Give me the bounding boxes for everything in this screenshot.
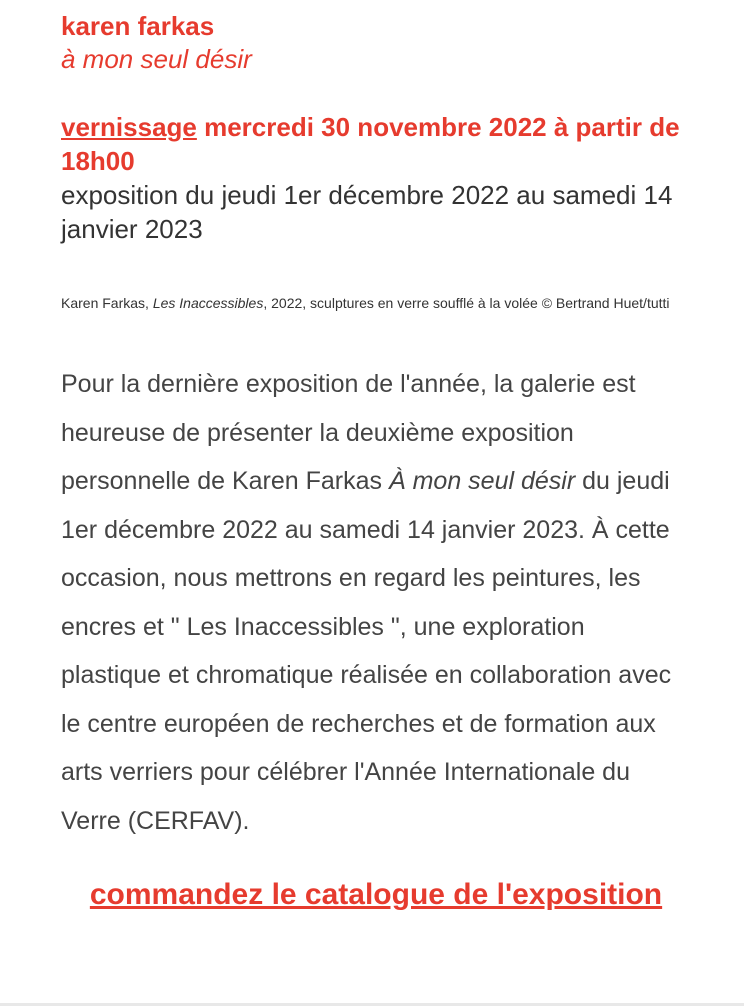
image-caption	[61, 292, 701, 314]
order-catalogue-link[interactable]: commandez le catalogue de l'exposition	[89, 878, 663, 911]
vernissage-date: mercredi 30 novembre 2022 à partir de 18h00	[61, 112, 680, 176]
newsletter-content	[61, 0, 701, 915]
caption-suffix: , 2022, sculptures en verre soufflé à la volée © Bertrand Huet/tutti	[263, 295, 670, 311]
artist-name: karen farkas	[61, 11, 215, 41]
description-part-1: Pour la dernière exposition de l'année, la galerie est heureuse de présenter la deuxième exposition personnelle de Karen Farkas	[61, 370, 636, 495]
catalogue-cta	[61, 875, 691, 915]
caption-work-title: Les Inaccessibles	[152, 295, 264, 311]
description-title: À mon seul désir	[388, 467, 576, 495]
caption-prefix: Karen Farkas,	[61, 295, 153, 311]
exhibition-dates: exposition du jeudi 1er décembre 2022 au samedi 14 janvier 2023	[61, 180, 673, 244]
description-paragraph	[61, 360, 691, 845]
exhibition-title: à mon seul désir	[61, 44, 252, 74]
vernissage-link[interactable]: vernissage	[61, 112, 197, 142]
description-part-2: du jeudi 1er décembre 2022 au samedi 14 janvier 2023. À cette occasion, nous mettrons en regard les peintures, les encres et " Les Inaccessibles ", une exploration plastique et chromatique réalisée en collaboration avec le centre européen de recherches et de formation aux arts verriers pour célébrer l'Année Internationale du Verre (CERFAV).	[61, 467, 672, 835]
vernissage-line	[61, 110, 701, 178]
